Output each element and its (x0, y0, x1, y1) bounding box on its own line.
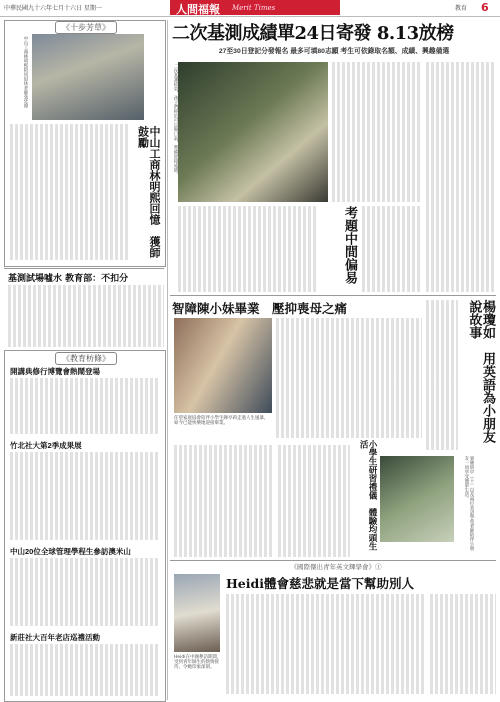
feature-text-block-1 (276, 318, 422, 438)
profile-headline: 中山工商林明熙回憶 獲師鼓勵 (136, 126, 161, 258)
feature-side-headline: 小學生研習禮儀 體驗均頭生活 (358, 440, 377, 551)
bottom-feature-photo (174, 574, 220, 652)
feature-text-block-2 (174, 445, 274, 557)
brief-3-text (10, 558, 160, 626)
main-text-block-3 (178, 206, 318, 292)
main-text-block-1 (332, 62, 422, 202)
feature-side-photo-caption: 暑修班中（十）以及兩位美語學苑老師陪伴小朋友一同享受簡單生活。 (463, 456, 474, 551)
exam-news-text (8, 285, 164, 347)
feature-side-photo (380, 456, 454, 542)
main-photo (178, 62, 328, 202)
profile-photo (32, 34, 144, 120)
bottom-feature-kicker: 《國際傑出青年英文輝學會》① (290, 564, 382, 571)
brief-1-text (10, 378, 160, 434)
section-name: 教育 (455, 5, 468, 12)
section-divider (170, 295, 496, 296)
newspaper-logo-english: Merit Times (232, 4, 276, 12)
brief-4-text (10, 644, 160, 696)
exam-news-headline: 基測試場噓水 教育部：不扣分 (8, 274, 129, 284)
profile-photo-caption: 中山工商林明熙陪同退休老師張廷俊 (23, 36, 28, 108)
feature-photo-caption: 任望家庭協會陪伴小學生陳亭莉走過人生風暴，如今已能快樂地迎接畢業。 (174, 416, 269, 427)
main-photo-caption: 二次基測結束，孩子們終於可以喘口氣，準備迎接成績。 (173, 64, 178, 177)
bottom-divider (170, 560, 496, 561)
main-text-block-2 (426, 62, 496, 292)
right-feature-text (426, 300, 458, 450)
profile-body-text (10, 124, 128, 260)
feature-photo (174, 318, 272, 413)
newspaper-logo: 人間福報 (176, 3, 220, 16)
brief-2-title: 竹北社大第2季成果展 (10, 441, 82, 450)
column-divider (167, 20, 168, 700)
briefs-box-title: 《教育枋條》 (55, 352, 117, 365)
bottom-feature-text-1 (226, 594, 426, 694)
main-subheadline: 27至30日登記分發報名 最多可填80志願 考生可依錄取名額、成績、興趣備選 (218, 48, 450, 55)
bottom-feature-text-2 (430, 594, 496, 694)
header-rule (0, 16, 500, 17)
page-number: 6 (481, 1, 489, 14)
brief-1-title: 開講典修行博覽會熱鬧登場 (10, 367, 100, 376)
profile-box-title: 《十步芳草》 (55, 21, 117, 34)
right-feature-headline: 楊瓊如 用英語為小朋友說故事 (466, 300, 495, 443)
issue-date: 中華民國九十六年七月十六日 星期一 (4, 5, 102, 12)
brief-3-title: 中山20位全球管理學程生參訪澳米山 (10, 547, 131, 556)
bottom-feature-headline: Heidi體會慈悲就是當下幫助別人 (226, 576, 415, 591)
feature-headline: 智障陳小妹畢業 壓抑喪母之痛 (172, 301, 348, 316)
divider (4, 268, 164, 269)
main-text-block-4 (362, 206, 422, 292)
brief-4-title: 新莊社大百年老店巡禮活動 (10, 633, 100, 642)
brief-2-text (10, 452, 160, 540)
bottom-feature-photo-caption: Heidi在中國參訪期間，受到青年師生的熱情接待，令她印象深刻。 (174, 655, 222, 671)
main-headline: 二次基測成績單24日寄發 8.13放榜 (172, 23, 454, 44)
page-header (0, 0, 500, 16)
feature-text-block-3 (278, 445, 350, 557)
main-side-headline: 考題中間偏易 (342, 206, 357, 284)
